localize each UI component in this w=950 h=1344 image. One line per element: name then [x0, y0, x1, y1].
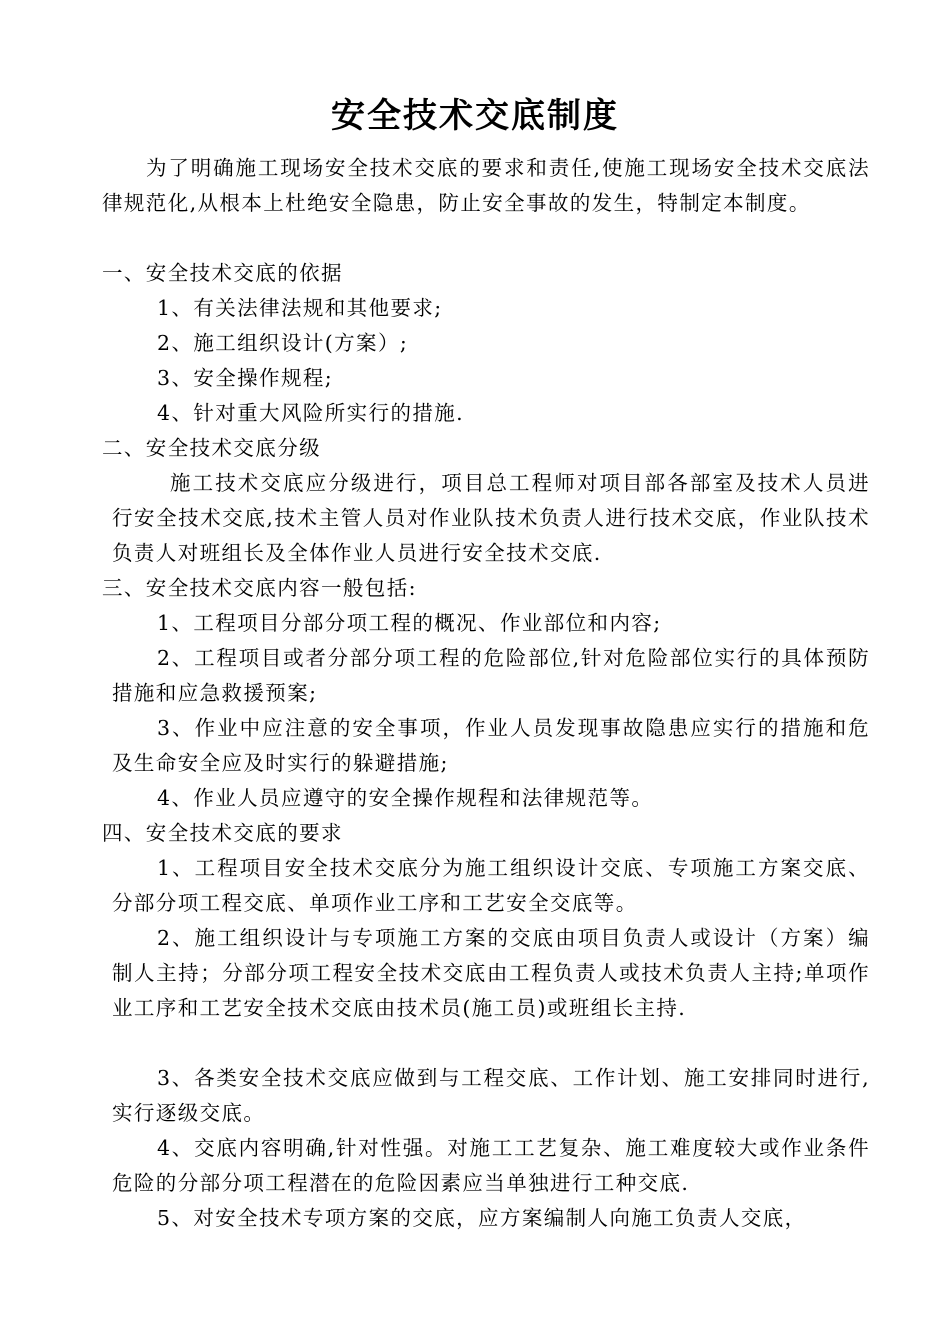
list-item: 1、工程项目安全技术交底分为施工组织设计交底、专项施工方案交底、分部分项工程交底、单项作业工序和工艺安全交底等。: [112, 856, 870, 915]
list-item: 3、各类安全技术交底应做到与工程交底、工作计划、施工安排同时进行,实行逐级交底。: [112, 1066, 870, 1125]
list-item: 2、施工组织设计与专项施工方案的交底由项目负责人或设计（方案）编制人主持；分部分项工程安全技术交底由工程负责人或技术负责人主持;单项作业工序和工艺安全技术交底由技术员(施工员)或班组长主持.: [112, 926, 870, 1020]
section-heading-4: 四、安全技术交底的要求: [102, 821, 343, 845]
section-heading-3: 三、安全技术交底内容一般包括:: [102, 576, 417, 600]
section-body-2: 施工技术交底应分级进行，项目总工程师对项目部各部室及技术人员进行安全技术交底,技术主管人员对作业队技术负责人进行技术交底，作业队技术负责人对班组长及全体作业人员进行安全技术交底.: [112, 471, 870, 565]
list-item: 1、有关法律法规和其他要求;: [157, 296, 443, 320]
list-item: 4、作业人员应遵守的安全操作规程和法律规范等。: [157, 786, 654, 810]
intro-paragraph: 为了明确施工现场安全技术交底的要求和责任,使施工现场安全技术交底法律规范化,从根本上杜绝安全隐患，防止安全事故的发生，特制定本制度。: [102, 156, 870, 215]
document-title: 安全技术交底制度: [331, 96, 619, 136]
list-item: 5、对安全技术专项方案的交底，应方案编制人向施工负责人交底，: [157, 1206, 807, 1230]
list-item: 3、作业中应注意的安全事项，作业人员发现事故隐患应实行的措施和危及生命安全应及时实行的躲避措施;: [112, 716, 870, 775]
list-item: 3、安全操作规程;: [157, 366, 334, 390]
list-item: 2、工程项目或者分部分项工程的危险部位,针对危险部位实行的具体预防措施和应急救援预案;: [112, 646, 870, 705]
list-item: 4、针对重大风险所实行的措施.: [157, 401, 465, 425]
list-item: 1、工程项目分部分项工程的概况、作业部位和内容;: [157, 611, 662, 635]
section-heading-1: 一、安全技术交底的依据: [102, 261, 343, 285]
list-item: 2、施工组织设计(方案）;: [157, 331, 409, 355]
list-item: 4、交底内容明确,针对性强。对施工工艺复杂、施工难度较大或作业条件危险的分部分项工程潜在的危险因素应当单独进行工种交底.: [112, 1136, 870, 1195]
section-heading-2: 二、安全技术交底分级: [102, 436, 321, 460]
